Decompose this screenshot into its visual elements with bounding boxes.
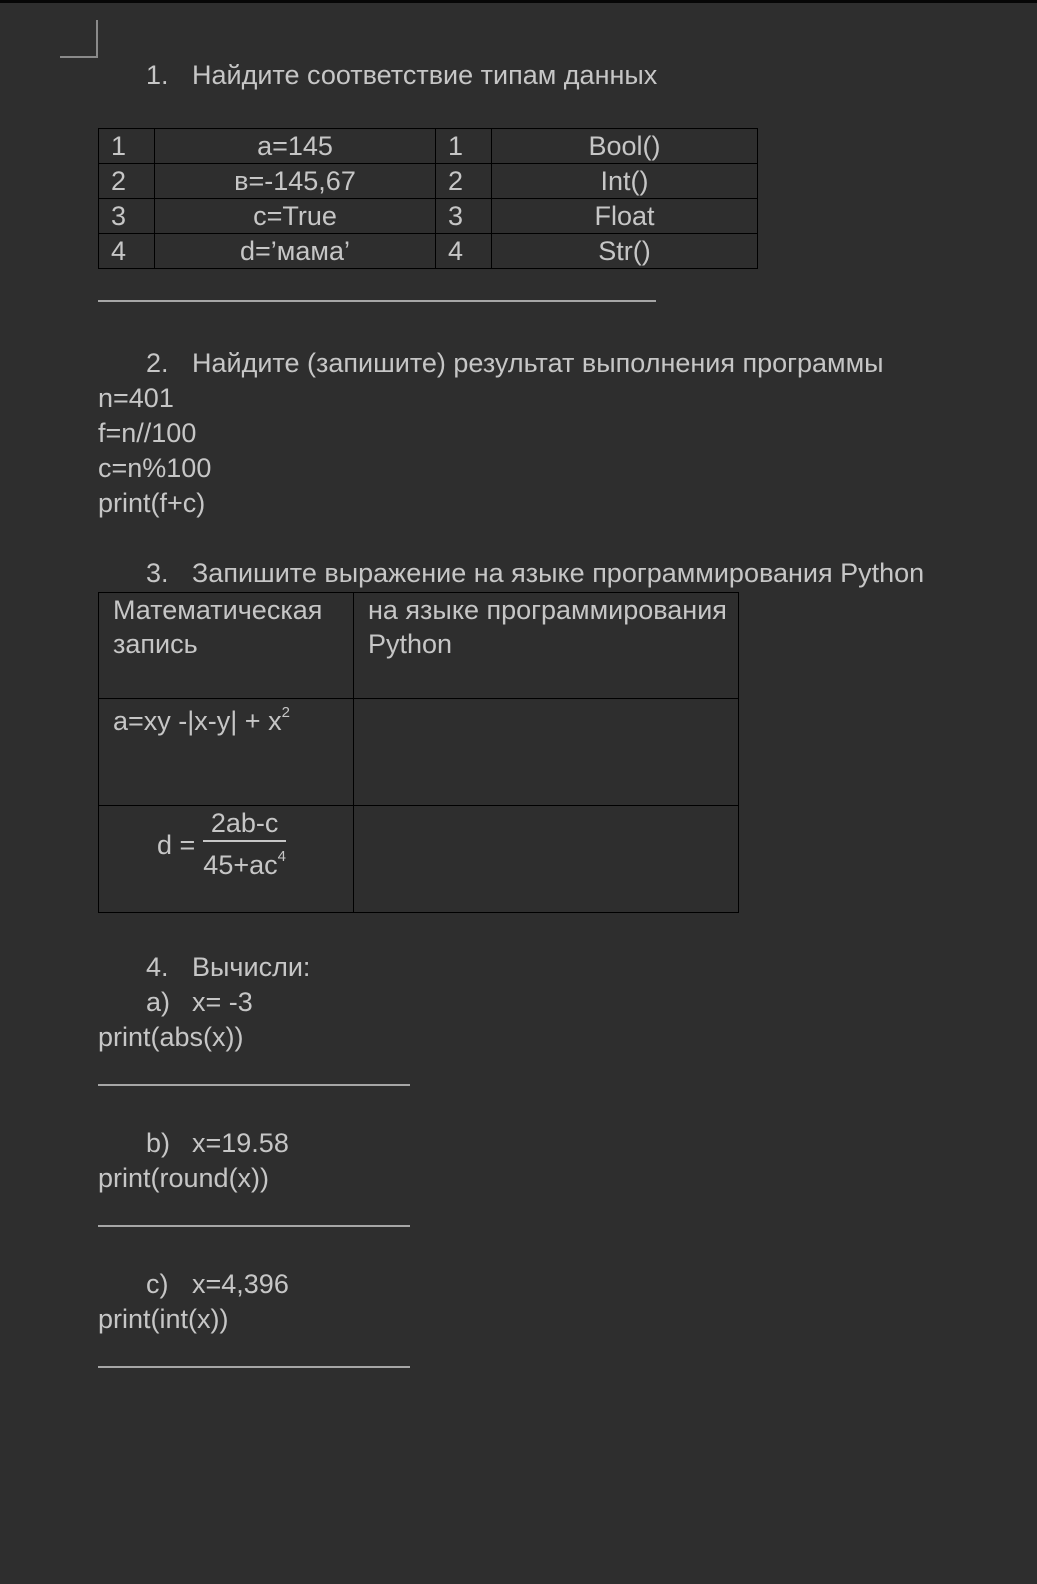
table-header-row: [99, 593, 739, 699]
cell-num: 1: [436, 129, 492, 164]
table-row: [99, 129, 758, 164]
q2-heading: [146, 346, 884, 380]
cell-expr: c=True: [155, 199, 436, 234]
part-assign: x=19.58: [192, 1128, 289, 1158]
code-line: n=401: [98, 383, 174, 413]
q1-number: 1.: [146, 60, 169, 90]
q1-title: Найдите соответствие типам данных: [192, 60, 658, 90]
q2-title: Найдите (запишите) результат выполнения программы: [192, 348, 884, 378]
cell-expr: в=-145,67: [155, 164, 436, 199]
q3-heading: [146, 556, 924, 590]
part-label: b): [146, 1128, 171, 1158]
math-formula-d: [99, 806, 354, 913]
cell-expr: d=’мама’: [155, 234, 436, 269]
cell-num: 1: [99, 129, 155, 164]
fraction-numerator: 2ab-c: [203, 806, 286, 842]
fraction: [203, 806, 286, 883]
page-corner-mark: [60, 20, 98, 58]
formula-d-lhs: d =: [157, 829, 196, 860]
header-python: на языке программирования Python: [354, 593, 739, 699]
top-border: [0, 0, 1037, 3]
q1-answer-line[interactable]: [98, 300, 656, 302]
q4-part-b: [146, 1126, 289, 1160]
part-code: print(round(x)): [98, 1163, 270, 1193]
q3-number: 3.: [146, 558, 169, 588]
code-line: f=n//100: [98, 418, 197, 448]
table-row: [99, 806, 739, 913]
q4-part-c: [146, 1267, 289, 1301]
q4-part-a: [146, 985, 253, 1019]
cell-type: Bool(): [492, 129, 758, 164]
code-line: c=n%100: [98, 453, 212, 483]
cell-num: 3: [99, 199, 155, 234]
math-formula-a: [99, 699, 354, 806]
cell-type: Int(): [492, 164, 758, 199]
answer-line-c[interactable]: [98, 1366, 410, 1368]
part-assign: x=4,396: [192, 1269, 289, 1299]
cell-type: Str(): [492, 234, 758, 269]
table-row: [99, 199, 758, 234]
part-assign: x= -3: [192, 987, 253, 1017]
cell-num: 2: [436, 164, 492, 199]
header-math: Математическая запись: [99, 593, 354, 699]
q4-title: Вычисли:: [192, 952, 311, 982]
cell-num: 4: [99, 234, 155, 269]
q3-expression-table: [98, 592, 739, 913]
cell-num: 3: [436, 199, 492, 234]
python-answer-cell[interactable]: [354, 806, 739, 913]
code-line: print(f+c): [98, 488, 206, 518]
cell-num: 4: [436, 234, 492, 269]
formula-a-text: a=xy -|x-y| + x: [113, 706, 282, 736]
q1-match-table: [98, 128, 758, 269]
q4-heading: [146, 950, 310, 984]
cell-type: Float: [492, 199, 758, 234]
part-code: print(abs(x)): [98, 1022, 244, 1052]
cell-num: 2: [99, 164, 155, 199]
table-row: [99, 234, 758, 269]
denominator-exponent: 4: [277, 848, 286, 865]
table-row: [99, 164, 758, 199]
q3-title: Запишите выражение на языке программирования Python: [192, 558, 925, 588]
denominator-text: 45+ac: [203, 850, 278, 880]
q1-heading: [146, 58, 657, 92]
formula-a-exponent: 2: [281, 704, 290, 721]
fraction-denominator: [203, 842, 286, 883]
answer-line-b[interactable]: [98, 1225, 410, 1227]
part-label: c): [146, 1269, 169, 1299]
table-row: [99, 699, 739, 806]
part-code: print(int(x)): [98, 1304, 229, 1334]
python-answer-cell[interactable]: [354, 699, 739, 806]
part-label: a): [146, 987, 171, 1017]
q4-number: 4.: [146, 952, 169, 982]
cell-expr: a=145: [155, 129, 436, 164]
answer-line-a[interactable]: [98, 1084, 410, 1086]
q2-number: 2.: [146, 348, 169, 378]
